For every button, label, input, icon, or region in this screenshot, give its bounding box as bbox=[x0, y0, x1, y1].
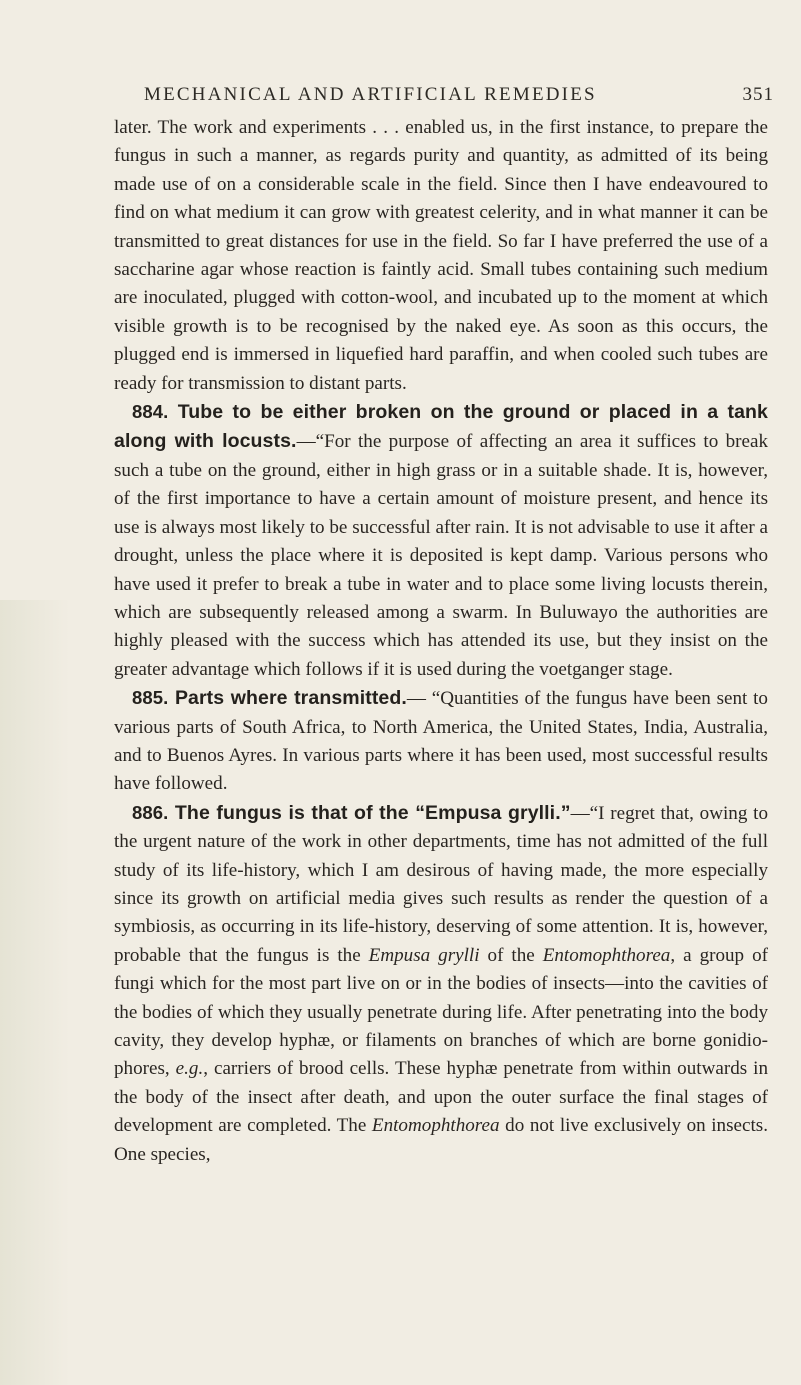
running-head-title: MECHANICAL AND ARTIFICIAL REMEDIES bbox=[144, 84, 597, 105]
section-title: The fungus is that of the “Empusa grylli.” bbox=[174, 801, 571, 824]
section-text-part: of the bbox=[479, 944, 543, 966]
section-number: 886. bbox=[132, 801, 169, 823]
section-text-part: —“I regret that, owing to the urgent nature of the work in other departments, time has not admitted of the full study of its life-history, which I am desirous of having made, the more especially since its growth on artificial media gives such results as render the question of a symbiosis, as occurring in its life-history, deserving of some attention. It is, however, probable that the fungus is the bbox=[114, 802, 768, 966]
section-text-part: do not live exclusively on insects. One species, bbox=[114, 1115, 768, 1165]
section-title: Tube to be either broken on the ground or placed in a tank along with locusts. bbox=[114, 401, 768, 453]
section-text: —“For the purpose of affecting an area it suffices to break such a tube on the ground, either in high grass or in a suitable shade. It is, however, of the first importance to have a certain amount of moisture present, and hence its use is always most likely to be successful after rain. It is not advisable to use it after a drought, unless the place where it is deposited is kept damp. Various persons who have used it prefer to break a tube in water and to place some living locusts therein, which are subsequently released among a swarm. In Buluwayo the authorities are highly pleased with the success which has attended its use, but they insist on the greater advantage which follows if it is used during the voetganger stage. bbox=[114, 431, 768, 680]
section-heading bbox=[132, 687, 407, 709]
group-name-entomophthorea: Entomophthorea bbox=[371, 1115, 500, 1137]
section-heading bbox=[132, 802, 571, 824]
species-name-empusa-grylli: Empusa grylli bbox=[368, 944, 480, 966]
body-text bbox=[114, 114, 768, 1169]
running-head bbox=[144, 84, 774, 106]
section-text-part: , carriers of brood cells. These hyphæ penetrate from within outwards in the body of the insect after death, and upon the outer surface the final stages of development are completed. The bbox=[114, 1058, 769, 1137]
section-885 bbox=[114, 684, 768, 799]
section-text: — “Quantities of the fungus have been sent to various parts of South Africa, to North America, the United States, India, Australia, and to Buenos Ayres. In various parts where it has been used, most successful results have followed. bbox=[114, 688, 768, 795]
abbreviation-eg: e.g. bbox=[175, 1058, 204, 1080]
section-886 bbox=[114, 799, 768, 1169]
page-number: 351 bbox=[742, 84, 774, 105]
group-name-entomophthorea: Entomophthorea bbox=[542, 944, 671, 966]
section-text-part: , a group of fungi which for the most part live on or in the bodies of insects—into the cavities of the bodies of which they usually penetrate during life. After penetrating into the body cavity, they develop hyphæ, or filaments on branches of which are borne gonidio-phores, bbox=[114, 944, 768, 1080]
section-884 bbox=[114, 398, 768, 684]
page-edge-stain bbox=[0, 600, 70, 1385]
section-number: 884. bbox=[132, 401, 169, 423]
section-number: 885. bbox=[132, 687, 169, 709]
paragraph-continuation: later. The work and experiments . . . enabled us, in the first instance, to prepare the fungus in such a manner, as regards purity and quantity, as admitted of its being made use of on a considerable scale in the field. Since then I have endeavoured to find on what medium it can grow with greatest celerity, and in what manner it can be transmitted to great distances for use in the field. So far I have preferred the use of a saccharine agar whose reaction is faintly acid. Small tubes containing such medium are inoculated, plugged with cotton-wool, and incubated up to the moment at which visible growth is to be recognised by the naked eye. As soon as this occurs, the plugged end is immersed in liquefied hard paraffin, and when cooled such tubes are ready for transmission to distant parts. bbox=[114, 117, 768, 394]
section-title: Parts where transmitted. bbox=[174, 687, 407, 710]
